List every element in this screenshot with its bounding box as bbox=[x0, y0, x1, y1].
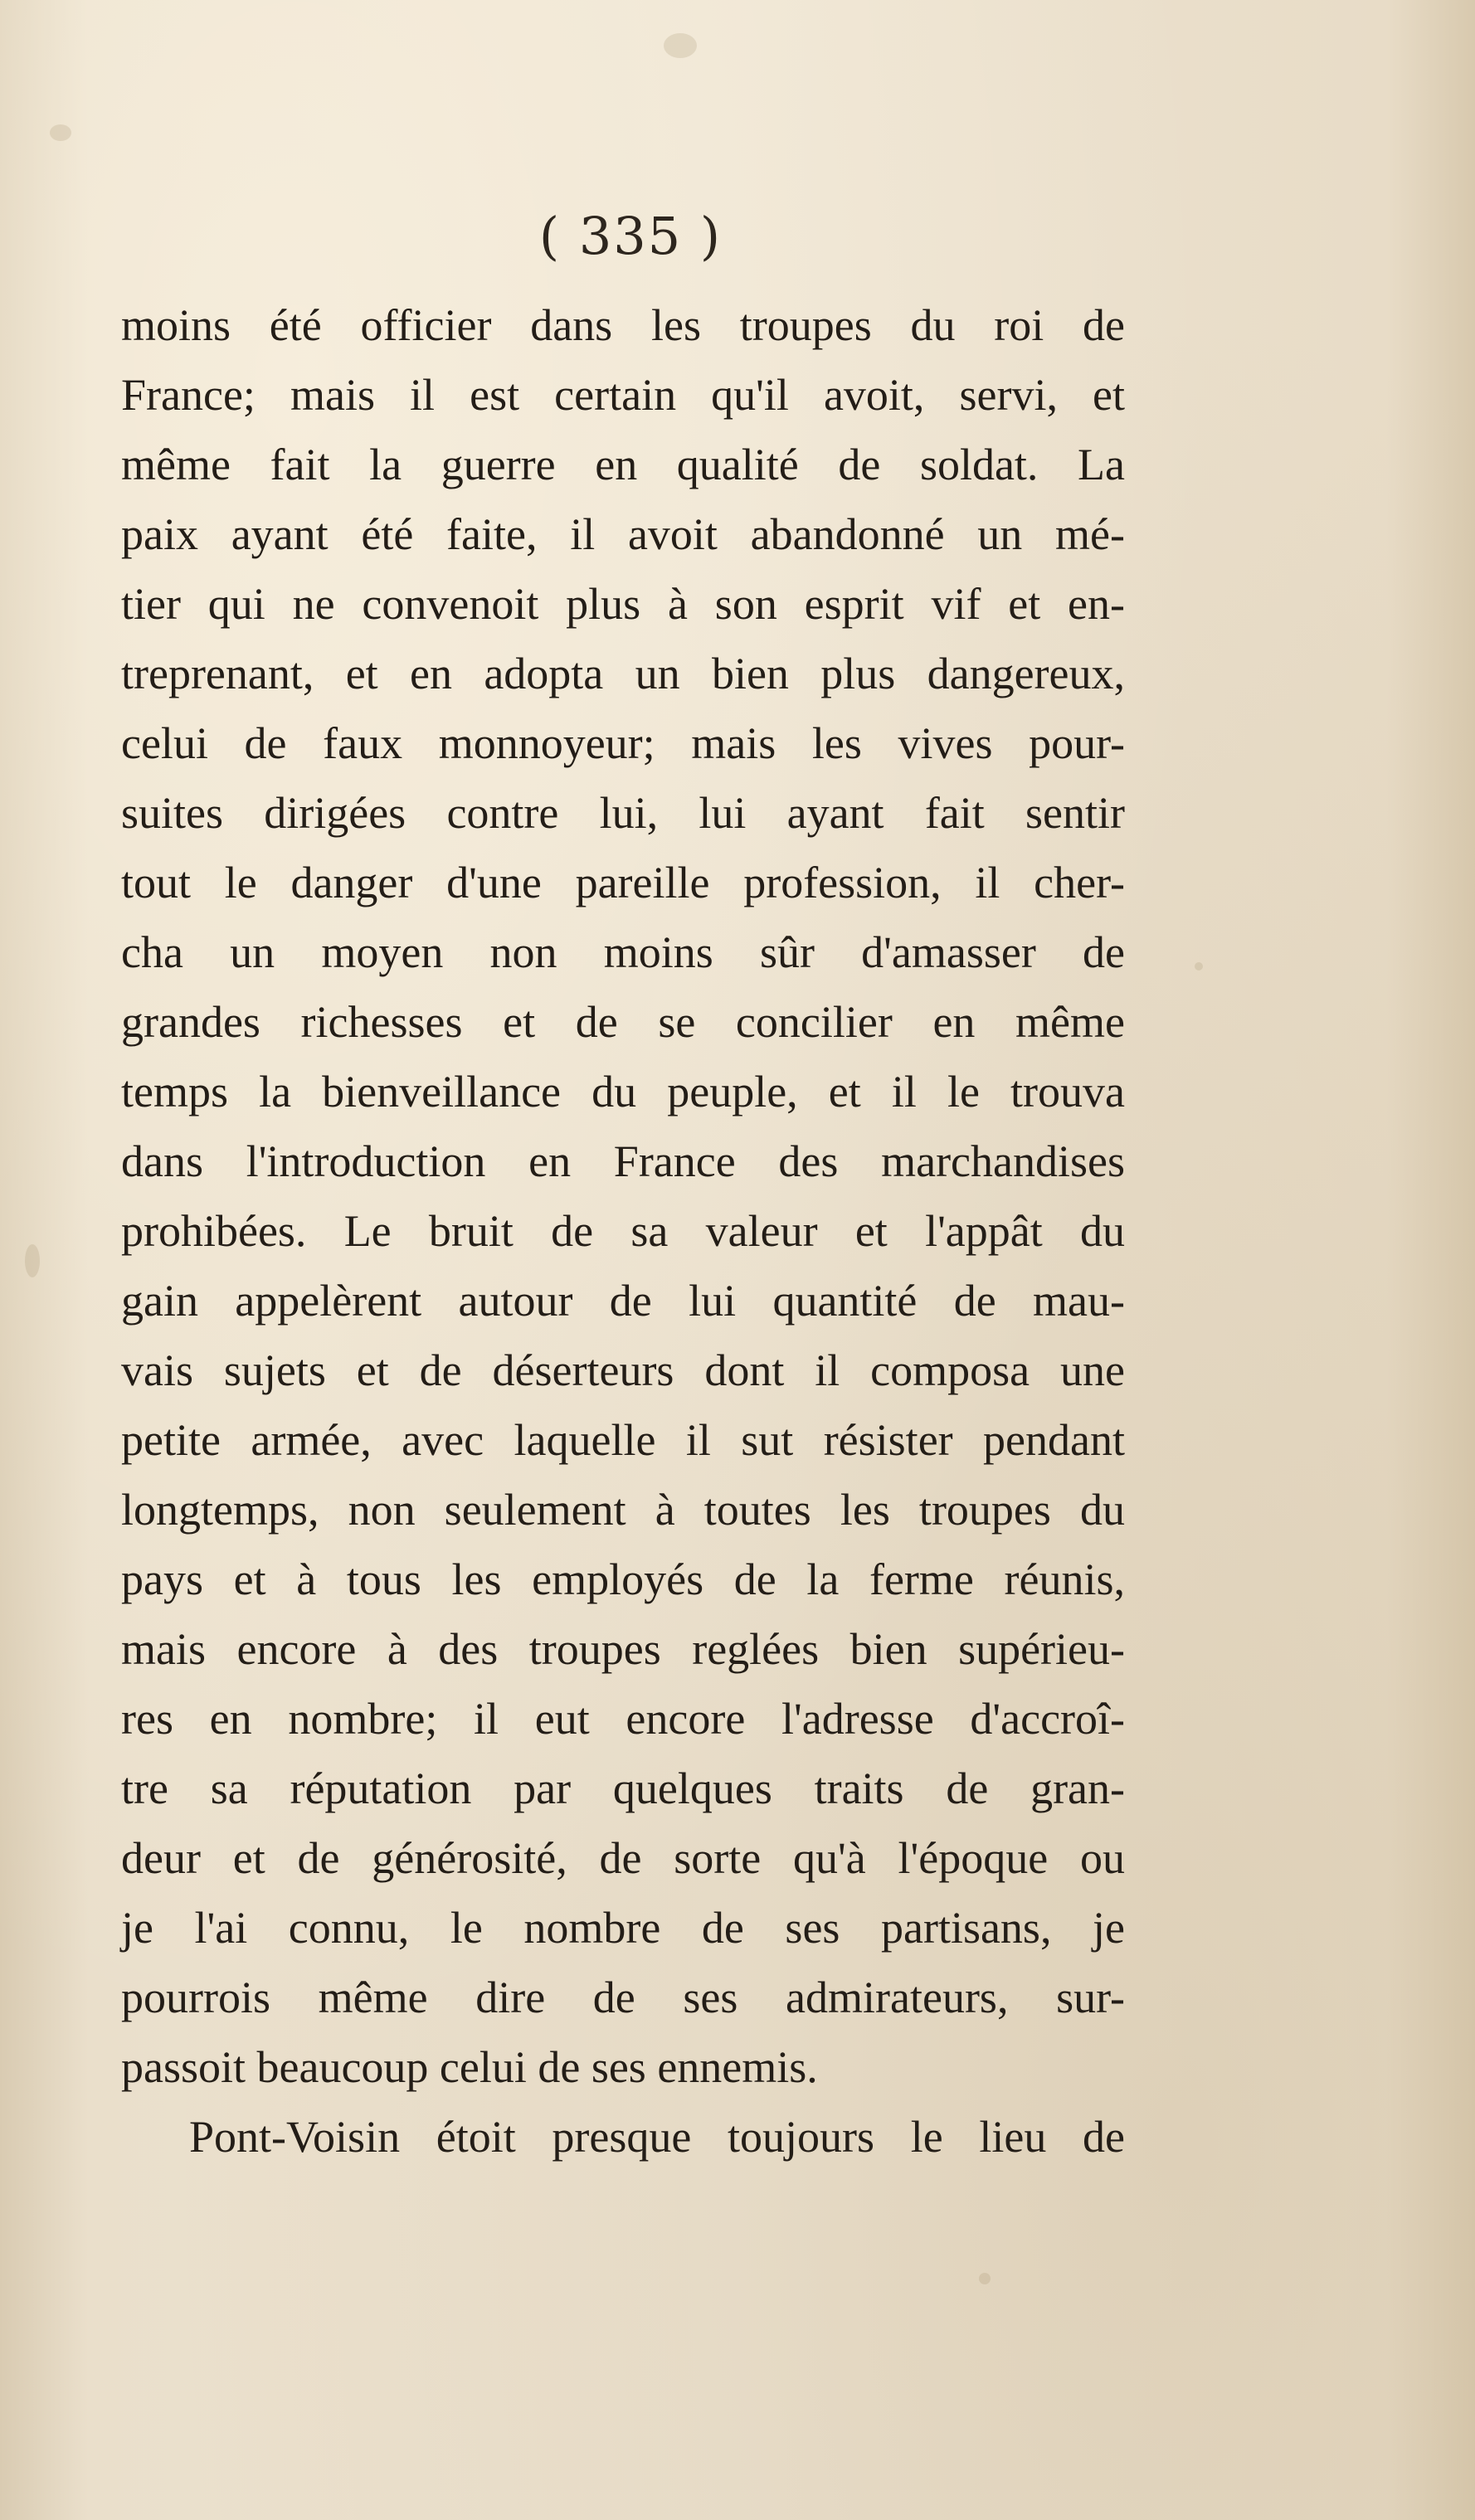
text-line: moins été officier dans les troupes du roi de bbox=[121, 300, 1125, 350]
text-line: celui de faux monnoyeur; mais les vives pour- bbox=[121, 718, 1125, 768]
paper-stain bbox=[664, 33, 697, 58]
page-number: ( 335 ) bbox=[538, 206, 723, 266]
text-line: suites dirigées contre lui, lui ayant fait sentir bbox=[121, 788, 1125, 838]
paper-stain bbox=[1195, 962, 1203, 971]
text-line: temps la bienveillance du peuple, et il le trouva bbox=[121, 1067, 1125, 1116]
text-line: grandes richesses et de se concilier en même bbox=[121, 997, 1125, 1047]
text-line: longtemps, non seulement à toutes les troupes du bbox=[121, 1485, 1125, 1535]
paper-stain bbox=[979, 2273, 991, 2284]
paper-stain bbox=[25, 1244, 40, 1277]
text-line: France; mais il est certain qu'il avoit, servi, et bbox=[121, 370, 1125, 420]
body-text bbox=[121, 290, 1125, 2172]
text-line: dans l'introduction en France des marchandises bbox=[121, 1136, 1125, 1186]
text-line: vais sujets et de déserteurs dont il composa une bbox=[121, 1345, 1125, 1395]
text-line: tier qui ne convenoit plus à son esprit vif et en- bbox=[121, 579, 1125, 629]
text-line: deur et de générosité, de sorte qu'à l'époque ou bbox=[121, 1833, 1125, 1883]
text-line: petite armée, avec laquelle il sut résister pendant bbox=[121, 1415, 1125, 1465]
text-line: mais encore à des troupes reglées bien supérieu- bbox=[121, 1624, 1125, 1674]
text-line: pays et à tous les employés de la ferme réunis, bbox=[121, 1554, 1125, 1604]
text-line: même fait la guerre en qualité de soldat. La bbox=[121, 440, 1125, 489]
text-line: pourrois même dire de ses admirateurs, sur- bbox=[121, 1973, 1125, 2022]
paper-stain bbox=[50, 124, 71, 141]
text-line: treprenant, et en adopta un bien plus dangereux, bbox=[121, 649, 1125, 698]
text-line: tout le danger d'une pareille profession, il cher- bbox=[121, 858, 1125, 907]
paragraph-end-line: passoit beaucoup celui de ses ennemis. bbox=[121, 2042, 818, 2092]
text-line: prohibées. Le bruit de sa valeur et l'appât du bbox=[121, 1206, 1125, 1256]
text-line: tre sa réputation par quelques traits de gran- bbox=[121, 1764, 1125, 1813]
text-line: je l'ai connu, le nombre de ses partisans, je bbox=[121, 1903, 1125, 1953]
text-line: gain appelèrent autour de lui quantité de mau- bbox=[121, 1276, 1125, 1326]
text-line: cha un moyen non moins sûr d'amasser de bbox=[121, 927, 1125, 977]
paragraph-start-line: Pont-Voisin étoit presque toujours le lieu de bbox=[189, 2112, 1125, 2162]
text-line: paix ayant été faite, il avoit abandonné un mé- bbox=[121, 509, 1125, 559]
text-line: res en nombre; il eut encore l'adresse d'accroî- bbox=[121, 1694, 1125, 1744]
